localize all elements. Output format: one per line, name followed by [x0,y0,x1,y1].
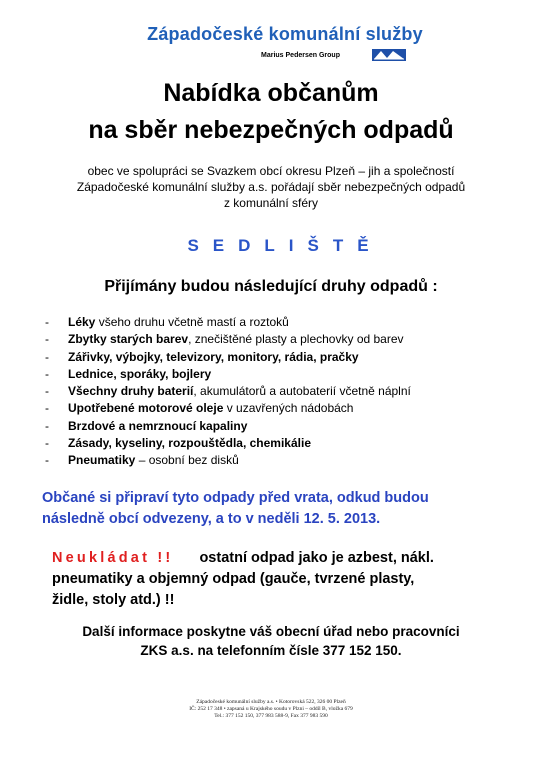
info-line: Další informace poskytne váš obecní úřad nebo pracovníci [82,624,460,639]
section-heading: Přijímány budou následující druhy odpadů : [104,278,438,295]
collection-notice [42,488,512,530]
list-item [45,400,411,417]
list-item [45,383,411,400]
intro-line: z komunální sféry [223,196,319,210]
list-dash: - [45,453,49,468]
company-name: Západočeské komunální služby [147,24,423,44]
warning-line: pneumatiky a objemný odpad (gauče, tvrzené plasty, [52,571,415,587]
list-item [45,331,411,348]
list-item [45,314,411,331]
footer-line: Tel.: 377 152 150, 377 983 588-9, Fax 377 983 590 [214,713,328,719]
intro-text [40,163,502,211]
group-name: Marius Pedersen Group [261,52,340,59]
list-item [45,452,411,469]
intro-line: obec ve spolupráci se Svazkem obcí okresu Plzeň – jih a společností [87,164,455,178]
list-item [45,435,411,452]
list-item-bold: Všechny druhy baterií [68,384,194,399]
list-dash: - [45,349,49,364]
page-title-line2: na sběr nebezpečných odpadů [88,116,454,144]
list-item-rest: – osobní bez disků [135,453,239,468]
list-item [45,418,411,435]
info-line: ZKS a.s. na telefonním čísle 377 152 150. [140,643,402,658]
list-item-rest: , znečištěné plasty a plechovky od barev [188,332,404,347]
warning-line: židle, stoly atd.) !! [52,592,175,608]
list-item-bold: Léky [68,315,96,329]
waste-list [45,314,411,470]
list-dash: - [45,401,49,416]
warning-line [52,548,522,569]
notice-line: Občané si připraví tyto odpady před vrata, odkud budou [42,490,429,506]
list-item-rest: v uzavřených nádobách [223,401,354,416]
warning-text: ostatní odpad jako je azbest, nákl. [199,550,434,566]
town-name: SEDLIŠTĚ [187,236,383,255]
notice-line: následně obcí odvezeny, a to v neděli 12. 5. 2013. [42,511,381,527]
list-item [45,366,411,383]
list-item [45,349,411,366]
list-item-rest: všeho druhu včetně mastí a roztoků [95,315,289,329]
footer-line: IČ: 252 17 348 • zapsaná u Krajského soudu v Plzni – oddíl B, vložka 679 [189,706,353,712]
footer [0,699,542,720]
mp-logo-icon [372,49,406,61]
page-title-line1: Nabídka občanům [163,79,379,107]
list-dash: - [45,384,49,399]
list-item-bold: Zářivky, výbojky, televizory, monitory, rádia, pračky [68,349,359,364]
list-dash: - [45,436,49,451]
list-item-bold: Lednice, sporáky, bojlery [68,366,212,381]
list-item-rest: , akumulátorů a autobaterií včetně náplní [193,384,411,399]
warning-label: Neukládat !! [52,550,174,566]
list-dash: - [45,366,49,381]
list-item-bold: Pneumatiky [68,453,136,468]
list-item-bold: Brzdové a nemrznoucí kapaliny [68,418,248,433]
list-dash: - [45,332,49,347]
list-dash: - [45,315,49,329]
list-dash: - [45,418,49,433]
list-item-bold: Zásady, kyseliny, rozpouštědla, chemikálie [68,436,311,451]
list-item-bold: Zbytky starých barev [68,332,189,347]
footer-line: Západočeské komunální služby a.s. • Kotorovská 522, 326 00 Plzeň [196,699,346,705]
contact-info [0,622,542,660]
intro-line: Západočeské komunální služby a.s. pořádají sběr nebezpečných odpadů [76,180,466,194]
list-item-bold: Upotřebené motorové oleje [68,401,224,416]
warning-block [52,548,522,611]
